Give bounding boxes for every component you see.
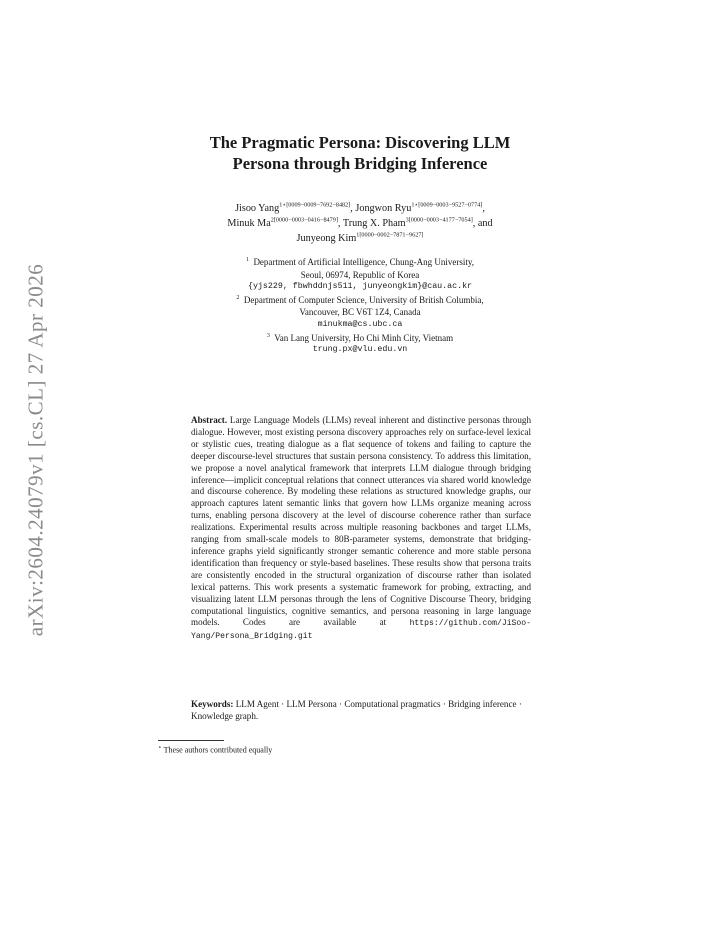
author-orcid: 2[0000−0003−0416−8479]: [270, 216, 338, 224]
footnote-divider: [158, 740, 224, 741]
author-name: Jisoo Yang: [235, 203, 280, 214]
author-name: Minuk Ma: [227, 218, 271, 229]
author-orcid: 1⋆[0009−0003−9527−0774]: [411, 201, 483, 209]
title-line-1: The Pragmatic Persona: Discovering LLM: [209, 133, 511, 152]
keywords-label: Keywords:: [191, 699, 234, 709]
footnote: [158, 743, 272, 756]
keywords: [191, 699, 531, 723]
title-line-2: Persona through Bridging Inference: [232, 154, 488, 173]
author-line-2: Minuk $Ma^{2[0000-0003-0416-8479]}$, Trung X. Pham$^{3[0000-0003-4177-7054]}$, and: [227, 216, 493, 229]
abstract-text: Large Language Models (LLMs) reveal inherent and distinctive personas through dialogue. However, most existing persona discovery approaches rely on surface-level lexical or stylistic cues, treating dialogue as a flat sequence of tokens and failing to capture the deeper discourse-level structures that sustain persona consistency. To address this limitation, we propose a novel analytical framework that interprets LLM dialogue through bridging inference—implicit conceptual relations that connect utterances via shared world knowledge and discourse coherence. By modeling these relations as structured knowledge graphs, our approach captures latent semantic links that govern how LLMs organize meaning across turns, enabling persona discovery at the level of discourse coherence rather than surface realizations. Experimental results across multiple reasoning backbones and target LLMs, ranging from small-scale models to 80B-parameter systems, demonstrate that bridging-inference graphs yield significantly stronger semantic coherence and more stable persona identification than frequency or style-based baselines. These results show that persona traits are consistently encoded in the structural organization of discourse rather than isolated lexical patterns. This work presents a systematic framework for probing, extracting, and visualizing latent LLM personas through the lens of Cognitive Discourse Theory, bridging computational linguistics, cognitive semantics, and persona reasoning in large language models. Codes are available at: [191, 415, 531, 628]
author-name: Trung X. Pham: [342, 218, 406, 229]
affiliations: $^1$ Department of Artificial Intelligence, Chung-Ang University, Seoul, 06974, Republic of Korea {yjs229, fbwhddnjs511, junyeongkim}@cau.ac.kr $^2$ Department of Computer Science, University of British Columbia, Vancouver, BC V6T 1Z4, Canada minukma@cs.ubc.ca $^3$ Van Lang University, Ho Chi Minh City, Vietnam trung.px@vlu.edu.vn: [150, 256, 570, 357]
abstract: [191, 415, 531, 643]
author-orcid: 1⋆[0009−0009−7692−8482]: [279, 201, 351, 209]
keywords-text: LLM Agent · LLM Persona · Computational pragmatics · Bridging inference · Knowledge graph.: [191, 699, 522, 721]
affiliation-2: $^2$ Department of Computer Science, University of British Columbia,: [236, 294, 484, 305]
arxiv-identifier: arXiv:2604.24079v1 [cs.CL] 27 Apr 2026: [23, 263, 48, 637]
paper-title: [150, 132, 570, 174]
author-line-3: [140, 231, 580, 246]
email-2: minukma@cs.ubc.ca: [317, 319, 403, 329]
abstract-label: Abstract.: [191, 415, 228, 425]
author-list: [140, 201, 580, 246]
author-orcid: 1[0000−0002−7871−9627]: [356, 231, 424, 239]
author-name: Jongwon Ryu: [355, 203, 412, 214]
author-line-1: Jisoo Yang$^{1⋆[0009-0009-7692-8482]}$, Jongwon Ryu$^{1⋆[0009-0003-9527-0774]}$,: [235, 201, 485, 214]
affiliation-1: $^1$ Department of Artificial Intelligence, Chung-Ang University,: [245, 257, 475, 267]
footnote-mark: ⋆: [158, 745, 162, 751]
author-name: Junyeong Kim: [296, 233, 357, 244]
email-1: {yjs229, fbwhddnjs511, junyeongkim}@cau.ac.kr: [247, 282, 473, 292]
footnote-text: These authors contributed equally: [163, 745, 273, 755]
email-3: trung.px@vlu.edu.vn: [312, 345, 408, 355]
code-link[interactable]: https://github.com/JiSoo-Yang/Persona_Bridging.git: [191, 619, 531, 642]
author-orcid: 3[0000−0003−4177−7054]: [405, 216, 473, 224]
affiliation-3: $^3$ Van Lang University, Ho Chi Minh City, Vietnam: [266, 332, 454, 343]
